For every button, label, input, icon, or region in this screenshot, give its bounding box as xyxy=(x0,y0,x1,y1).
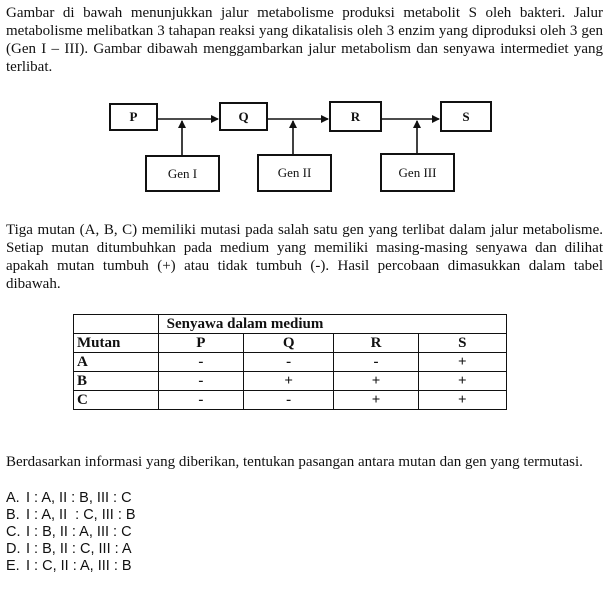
table-row-label: C xyxy=(74,391,159,410)
option-letter: D. xyxy=(6,541,21,557)
table-cell: - xyxy=(334,353,418,372)
table-row xyxy=(74,391,507,410)
table-cell: + xyxy=(334,391,418,410)
option-text: I : C, II : A, III : B xyxy=(26,558,132,574)
compound-r-box xyxy=(329,101,382,132)
table-col-header-q: Q xyxy=(244,334,334,353)
gene-3-label: Gen III xyxy=(398,164,437,180)
option-text: I : A, II : C, III : B xyxy=(26,507,136,523)
table-header-row xyxy=(74,334,507,353)
option-c[interactable] xyxy=(6,524,136,541)
table-cell: + xyxy=(334,372,418,391)
table-cell: - xyxy=(244,353,334,372)
table-group-header-row xyxy=(74,315,507,334)
table-row xyxy=(74,353,507,372)
compound-p-box xyxy=(109,103,158,131)
table-col-header-s: S xyxy=(418,334,506,353)
option-letter: E. xyxy=(6,558,20,574)
option-letter: B. xyxy=(6,507,20,523)
results-table xyxy=(73,314,507,410)
table-row xyxy=(74,372,507,391)
gene-2-label: Gen II xyxy=(277,165,312,180)
gene-3-box xyxy=(380,153,455,192)
option-text: I : A, II : B, III : C xyxy=(26,490,132,506)
gene-2-box xyxy=(257,154,332,192)
option-letter: C. xyxy=(6,524,21,540)
table-cell: - xyxy=(158,353,243,372)
compound-q-box xyxy=(219,102,268,131)
table-row-label: A xyxy=(74,353,159,372)
option-d[interactable] xyxy=(6,541,136,558)
answer-options xyxy=(6,490,136,575)
compound-r-label: R xyxy=(350,108,361,124)
table-col-header-p: P xyxy=(158,334,243,353)
option-letter: A. xyxy=(6,490,20,506)
gene-1-label: Gen I xyxy=(167,165,198,181)
compound-s-box xyxy=(440,101,492,132)
option-text: I : B, II : A, III : C xyxy=(26,524,132,540)
gene-1-box xyxy=(145,155,220,192)
table-cell: + xyxy=(244,372,334,391)
option-a[interactable] xyxy=(6,490,136,507)
compound-p-label: P xyxy=(129,109,138,124)
table-group-header: Senyawa dalam medium xyxy=(158,315,506,334)
table-cell: + xyxy=(418,391,506,410)
question-paragraph: Berdasarkan informasi yang diberikan, tentukan pasangan antara mutan dan gen yang termutasi. xyxy=(6,454,583,470)
compound-q-label: Q xyxy=(238,108,249,124)
table-col-header-r: R xyxy=(334,334,418,353)
option-e[interactable] xyxy=(6,558,136,575)
compound-s-label: S xyxy=(462,108,470,124)
table-row-header: Mutan xyxy=(74,334,159,353)
option-b[interactable] xyxy=(6,507,136,524)
table-corner-cell xyxy=(74,315,159,334)
experiment-paragraph: Tiga mutan (A, B, C) memiliki mutasi pada salah satu gen yang terlibat dalam jalur metabolisme. Setiap mutan ditumbuhkan pada medium yang memiliki masing-masing senyawa dan dilihat apakah mutan tumbuh (+) atau tidak tumbuh (-). Hasil percobaan dimasukkan dalam tabel dibawah. xyxy=(6,222,603,292)
table-cell: + xyxy=(418,372,506,391)
table-row-label: B xyxy=(74,372,159,391)
option-text: I : B, II : C, III : A xyxy=(26,541,132,557)
table-cell: + xyxy=(418,353,506,372)
table-cell: - xyxy=(158,372,243,391)
table-cell: - xyxy=(158,391,243,410)
table-cell: - xyxy=(244,391,334,410)
intro-paragraph: Gambar di bawah menunjukkan jalur metabolisme produksi metabolit S oleh bakteri. Jalur metabolisme melibatkan 3 tahapan reaksi yang dikatalisis oleh 3 enzim yang diproduksi oleh 3 gen (Gen I – III). Gambar dibawah menggambarkan jalur metabolism dan senyawa intermediet yang terlibat. xyxy=(6,5,603,75)
